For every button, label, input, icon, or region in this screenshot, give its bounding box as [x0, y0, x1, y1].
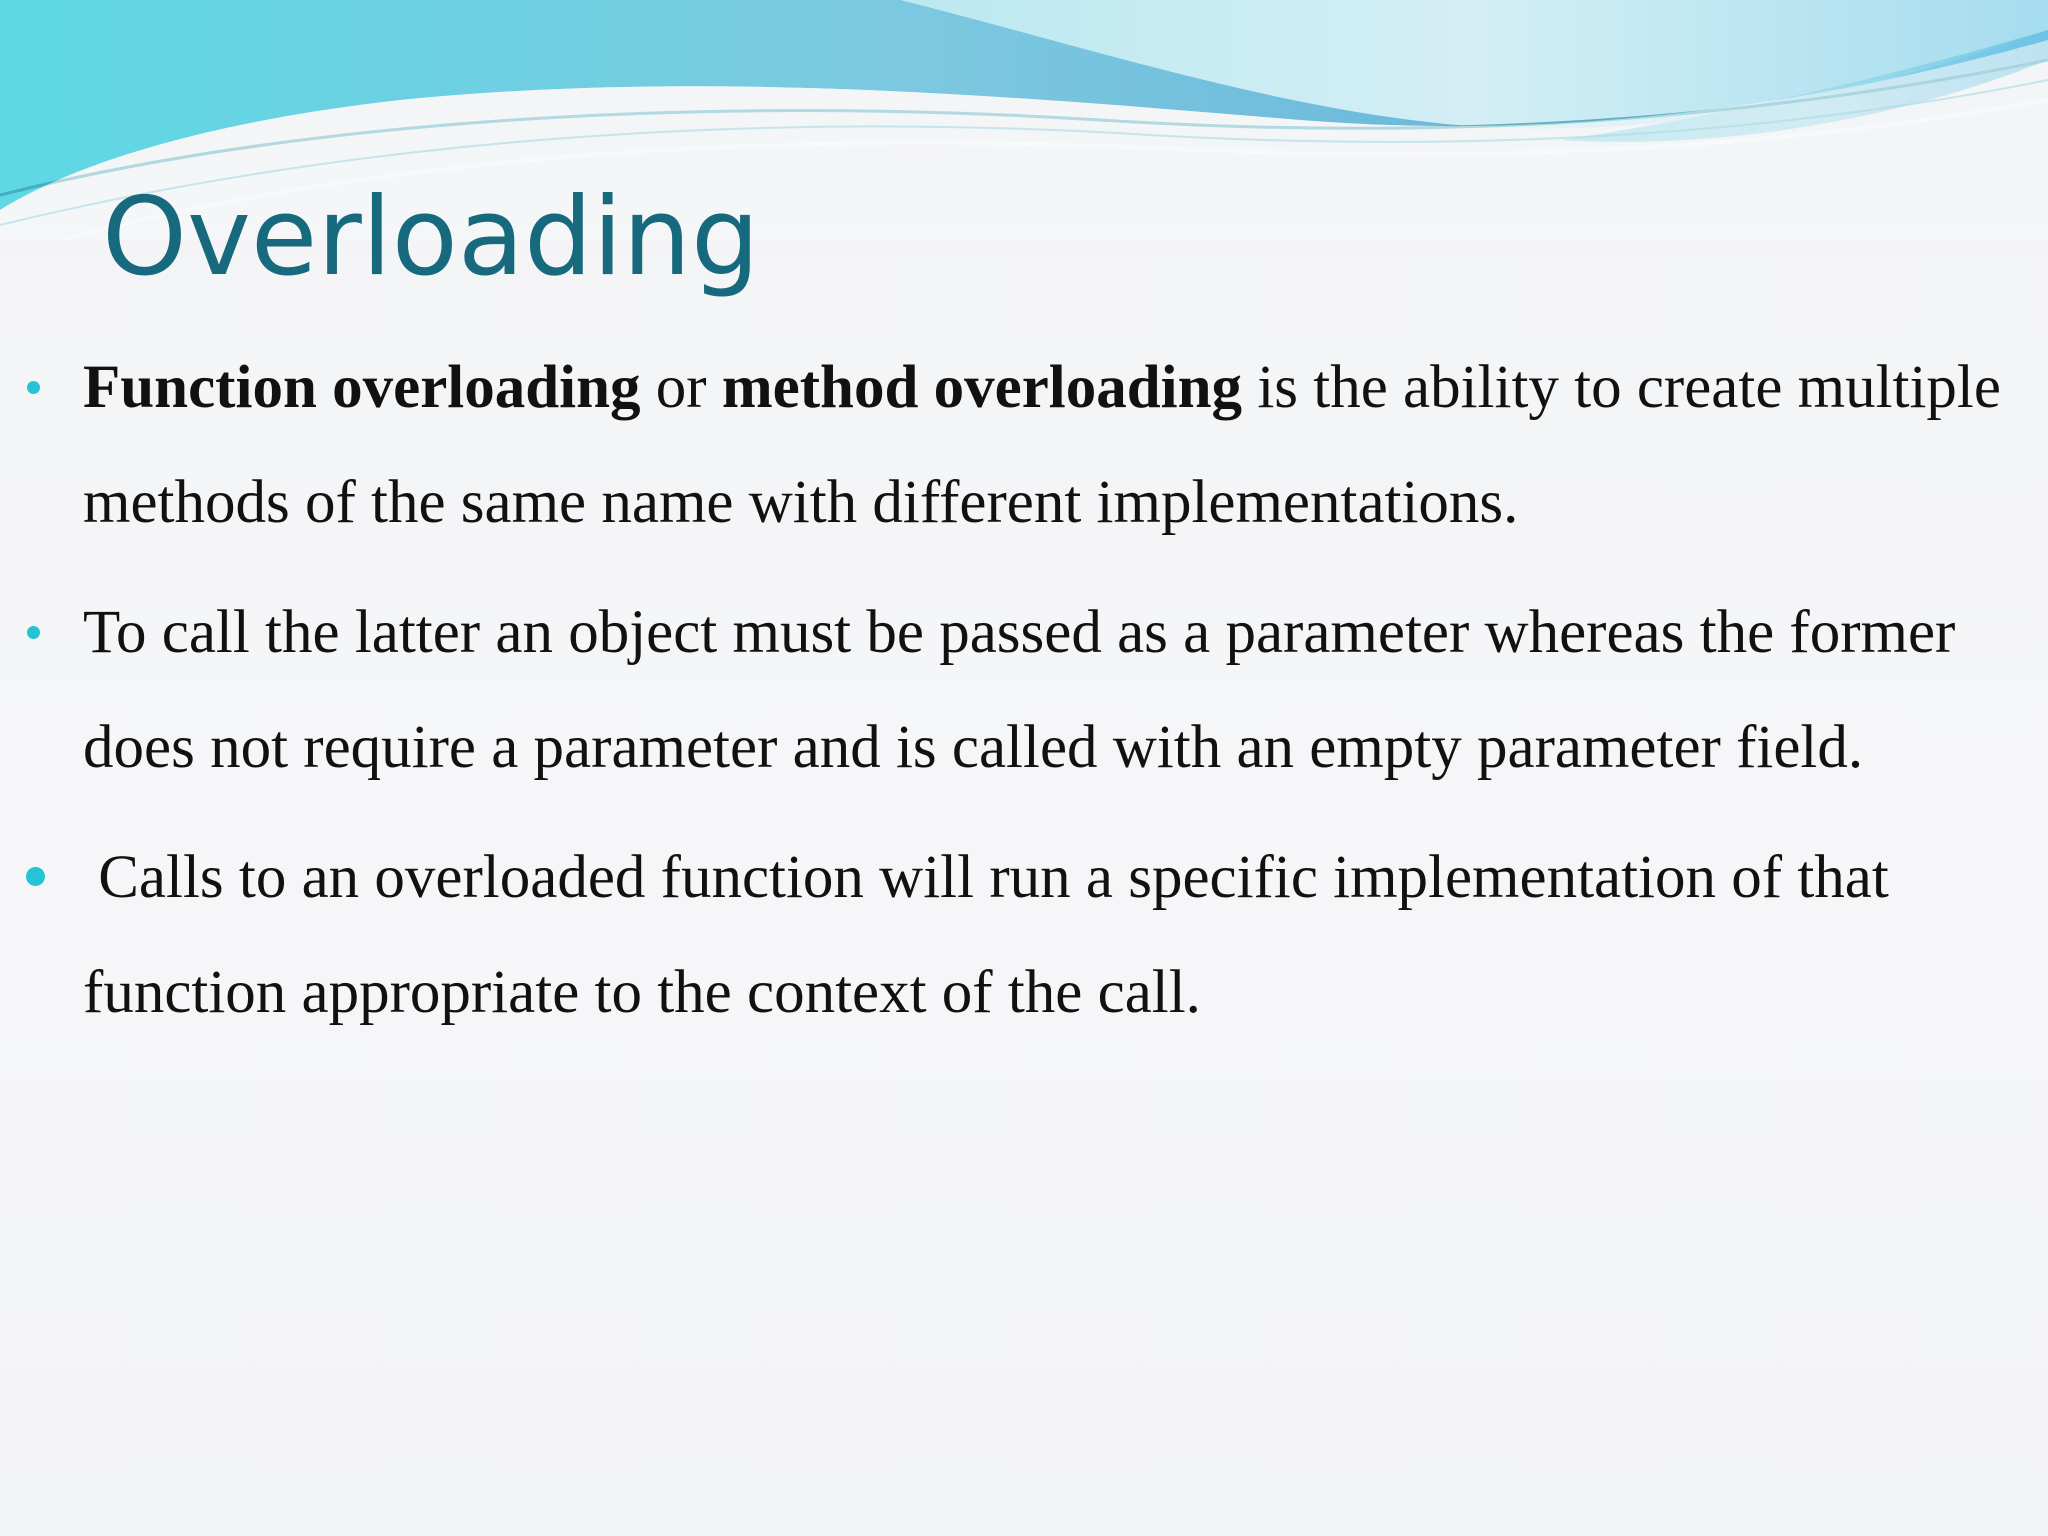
bullet-list [0, 330, 2048, 1050]
bullet-dot-icon [27, 381, 40, 394]
bullet-item-calling-convention [0, 575, 2048, 805]
bullet-text: To call the latter an object must be passed as a parameter whereas the former does not require a parameter and is called with an empty parameter field. [83, 599, 1956, 781]
bullet-dot-icon [27, 626, 40, 639]
bullet-item-overloaded-call [0, 820, 2048, 1050]
slide-title: Overloading [102, 175, 760, 300]
bullet-connector-text: or [640, 354, 722, 421]
bullet-definition-text: is the ability to create multiple methods of the same name with different implementations. [83, 354, 2001, 536]
bullet-text: Calls to an overloaded function will run a specific implementation of that function appropriate to the context of the call. [83, 844, 1905, 1026]
bullet-dot-icon [26, 867, 45, 886]
term-method-overloading: method overloading [721, 354, 1243, 421]
term-function-overloading: Function overloading [83, 354, 641, 421]
bullet-item-overloading-definition [0, 330, 2048, 560]
